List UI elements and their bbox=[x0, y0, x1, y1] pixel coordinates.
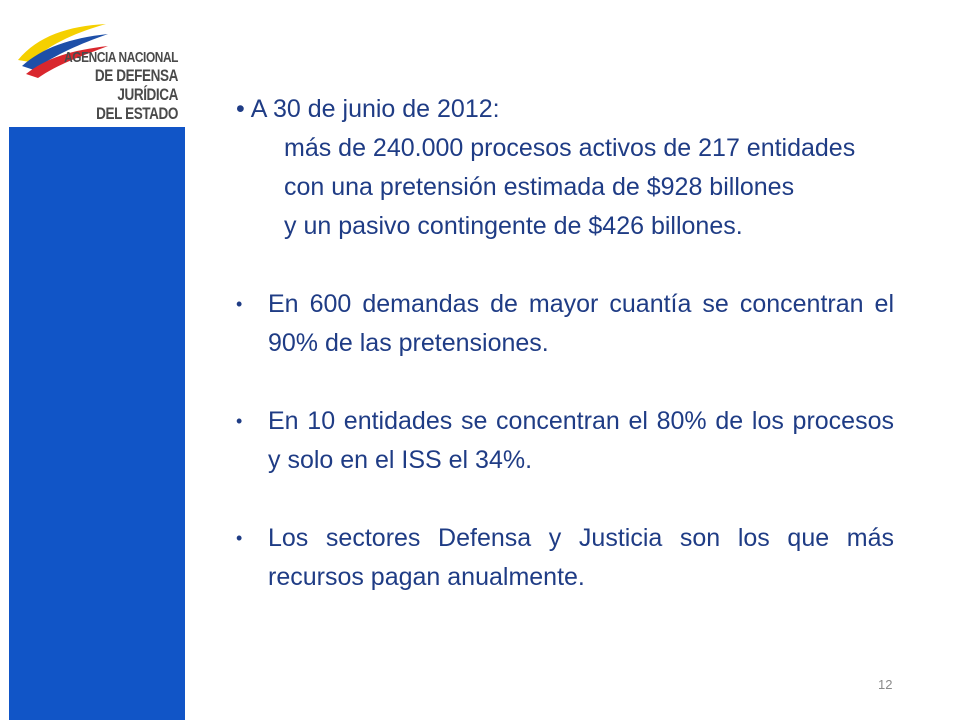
page-number: 12 bbox=[878, 677, 893, 692]
slide-body bbox=[236, 90, 894, 597]
bullet-dot: • bbox=[236, 528, 243, 548]
bullet-item bbox=[236, 519, 894, 597]
intro-text: A 30 de junio de 2012: bbox=[250, 95, 500, 123]
intro-line bbox=[236, 90, 894, 129]
bullet-text: En 10 entidades se concentran el 80% de los procesos y solo en el ISS el 34%. bbox=[268, 407, 894, 474]
sub-line-1: más de 240.000 procesos activos de 217 entidades bbox=[284, 134, 856, 162]
logo-line-2: DE DEFENSA JURÍDICA bbox=[94, 67, 178, 104]
sub-line-2: con una pretensión estimada de $928 billones bbox=[284, 173, 795, 201]
bullet-dot: • bbox=[236, 411, 243, 431]
agency-logo bbox=[8, 18, 188, 123]
bullet-text: En 600 demandas de mayor cuantía se concentran el 90% de las pretensiones. bbox=[268, 290, 894, 357]
logo-line-1: AGENCIA NACIONAL bbox=[64, 50, 178, 66]
sub-line-3: y un pasivo contingente de $426 billones. bbox=[284, 212, 743, 240]
bullet-dot: • bbox=[236, 294, 243, 314]
sidebar-panel bbox=[9, 127, 185, 720]
logo-wordmark bbox=[8, 50, 178, 124]
bullet-text: Los sectores Defensa y Justicia son los que más recursos pagan anualmente. bbox=[268, 524, 894, 591]
bullet-item bbox=[236, 402, 894, 480]
bullet-dot: • bbox=[236, 95, 245, 123]
bullet-item bbox=[236, 285, 894, 363]
logo-line-3: DEL ESTADO bbox=[96, 105, 178, 123]
